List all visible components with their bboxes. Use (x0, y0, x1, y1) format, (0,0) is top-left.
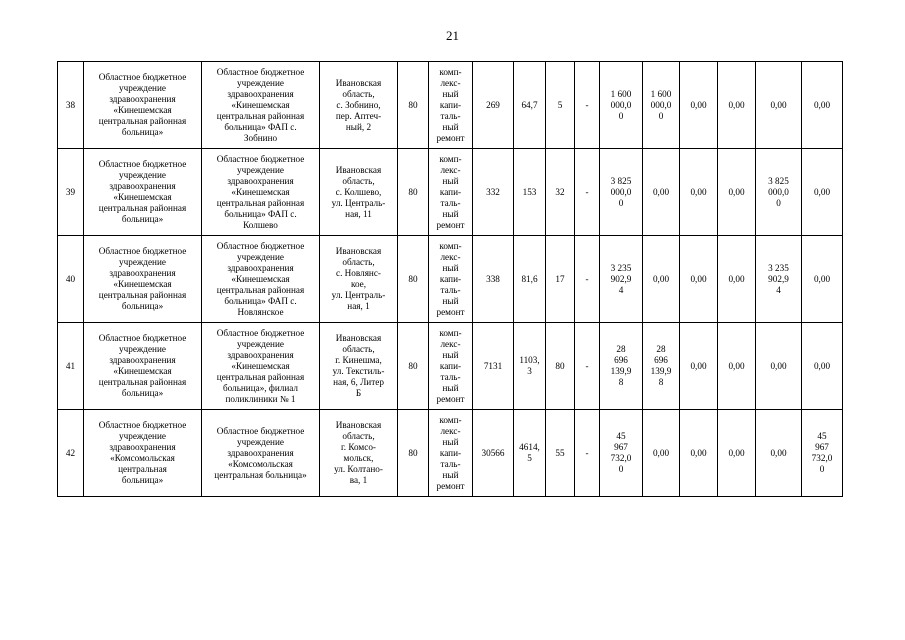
year4-cost: 0,00 (756, 62, 802, 149)
year3-cost: 0,00 (718, 149, 756, 236)
year1-cost: 0,00 (643, 410, 680, 497)
volume-cell: 4614, 5 (514, 410, 546, 497)
year2-cost: 0,00 (680, 236, 718, 323)
area-cell: 269 (473, 62, 514, 149)
address: Ивановская область, с. Новлянс- кое, ул. Централь- ная, 1 (320, 236, 398, 323)
percent-cell: 80 (398, 62, 429, 149)
year2-cost: 0,00 (680, 149, 718, 236)
row-number: 39 (58, 149, 84, 236)
area-cell: 30566 (473, 410, 514, 497)
institution-name: Областное бюджетное учреждение здравоохранения «Кинешемская центральная районная больница» (84, 236, 202, 323)
year5-cost: 0,00 (802, 149, 843, 236)
year4-cost: 0,00 (756, 323, 802, 410)
institution-name: Областное бюджетное учреждение здравоохранения «Кинешемская центральная районная больница» (84, 323, 202, 410)
object-name: Областное бюджетное учреждение здравоохранения «Кинешемская центральная районная больница» ФАП с. Новлянское (202, 236, 320, 323)
year3-cost: 0,00 (718, 62, 756, 149)
year3-cost: 0,00 (718, 236, 756, 323)
table-row (58, 236, 843, 323)
year2-cost: 0,00 (680, 410, 718, 497)
volume-cell: 64,7 (514, 62, 546, 149)
table-row (58, 62, 843, 149)
volume-cell: 1103, 3 (514, 323, 546, 410)
year2-cost: 0,00 (680, 62, 718, 149)
row-number: 42 (58, 410, 84, 497)
institution-name: Областное бюджетное учреждение здравоохранения «Кинешемская центральная районная больница» (84, 62, 202, 149)
year1-cost: 28 696 139,9 8 (643, 323, 680, 410)
year5-cost: 0,00 (802, 323, 843, 410)
volume-cell: 153 (514, 149, 546, 236)
year4-cost: 3 825 000,0 0 (756, 149, 802, 236)
object-name: Областное бюджетное учреждение здравоохранения «Кинешемская центральная районная больница» ФАП с. Колшево (202, 149, 320, 236)
year1-cost: 1 600 000,0 0 (643, 62, 680, 149)
total-cost: 1 600 000,0 0 (600, 62, 643, 149)
table-row (58, 149, 843, 236)
row-number: 40 (58, 236, 84, 323)
dash-cell: - (575, 323, 600, 410)
table-row (58, 323, 843, 410)
row-number: 41 (58, 323, 84, 410)
work-type: комп- лекс- ный капи- таль- ный ремонт (429, 410, 473, 497)
dash-cell: - (575, 149, 600, 236)
total-cost: 28 696 139,9 8 (600, 323, 643, 410)
year1-cost: 0,00 (643, 236, 680, 323)
dash-cell: - (575, 236, 600, 323)
count-cell: 55 (546, 410, 575, 497)
total-cost: 3 235 902,9 4 (600, 236, 643, 323)
count-cell: 32 (546, 149, 575, 236)
address: Ивановская область, г. Комсо- мольск, ул. Колтано- ва, 1 (320, 410, 398, 497)
total-cost: 3 825 000,0 0 (600, 149, 643, 236)
address: Ивановская область, с. Зобнино, пер. Аптеч- ный, 2 (320, 62, 398, 149)
data-table (57, 61, 843, 497)
year2-cost: 0,00 (680, 323, 718, 410)
percent-cell: 80 (398, 323, 429, 410)
year4-cost: 0,00 (756, 410, 802, 497)
institution-name: Областное бюджетное учреждение здравоохранения «Кинешемская центральная районная больница» (84, 149, 202, 236)
count-cell: 5 (546, 62, 575, 149)
address: Ивановская область, с. Колшево, ул. Централь- ная, 11 (320, 149, 398, 236)
row-number: 38 (58, 62, 84, 149)
count-cell: 17 (546, 236, 575, 323)
percent-cell: 80 (398, 410, 429, 497)
count-cell: 80 (546, 323, 575, 410)
year5-cost: 0,00 (802, 62, 843, 149)
address: Ивановская область, г. Кинешма, ул. Текстиль- ная, 6, Литер Б (320, 323, 398, 410)
area-cell: 332 (473, 149, 514, 236)
table-row (58, 410, 843, 497)
year1-cost: 0,00 (643, 149, 680, 236)
work-type: комп- лекс- ный капи- таль- ный ремонт (429, 149, 473, 236)
dash-cell: - (575, 62, 600, 149)
work-type: комп- лекс- ный капи- таль- ный ремонт (429, 323, 473, 410)
object-name: Областное бюджетное учреждение здравоохранения «Кинешемская центральная районная больница» ФАП с. Зобнино (202, 62, 320, 149)
institution-name: Областное бюджетное учреждение здравоохранения «Комсомольская центральная больница» (84, 410, 202, 497)
page-number: 21 (446, 28, 459, 43)
object-name: Областное бюджетное учреждение здравоохранения «Кинешемская центральная районная больница», филиал поликлиники № 1 (202, 323, 320, 410)
percent-cell: 80 (398, 149, 429, 236)
work-type: комп- лекс- ный капи- таль- ный ремонт (429, 62, 473, 149)
year4-cost: 3 235 902,9 4 (756, 236, 802, 323)
year5-cost: 45 967 732,0 0 (802, 410, 843, 497)
volume-cell: 81,6 (514, 236, 546, 323)
dash-cell: - (575, 410, 600, 497)
area-cell: 338 (473, 236, 514, 323)
year3-cost: 0,00 (718, 410, 756, 497)
work-type: комп- лекс- ный капи- таль- ный ремонт (429, 236, 473, 323)
year5-cost: 0,00 (802, 236, 843, 323)
area-cell: 7131 (473, 323, 514, 410)
percent-cell: 80 (398, 236, 429, 323)
year3-cost: 0,00 (718, 323, 756, 410)
object-name: Областное бюджетное учреждение здравоохранения «Комсомольская центральная больница» (202, 410, 320, 497)
total-cost: 45 967 732,0 0 (600, 410, 643, 497)
